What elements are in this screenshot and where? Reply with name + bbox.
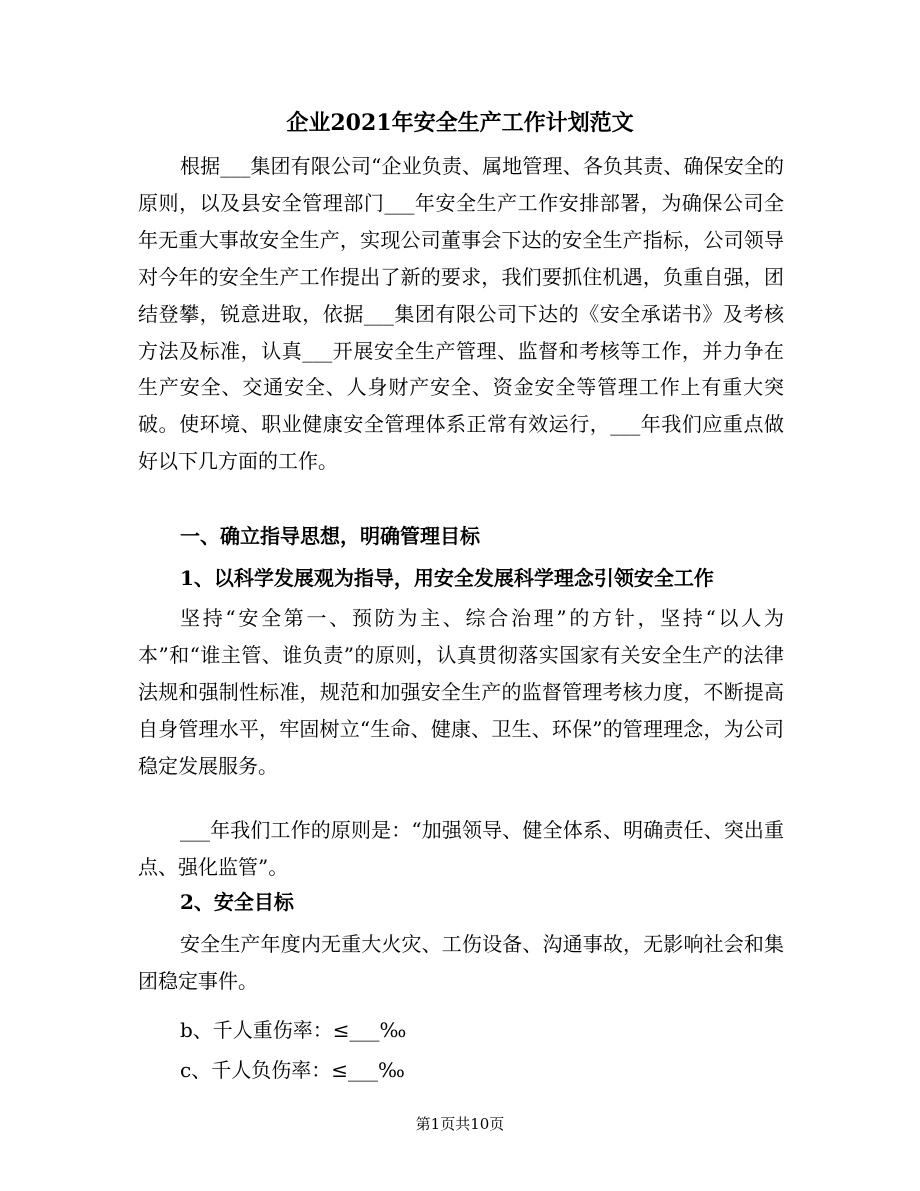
intro-paragraph: 根据___集团有限公司“企业负责、属地管理、各负其责、确保安全的原则，以及县安全管理部门___年安全生产工作安排部署，为确保公司全年无重大事故安全生产，实现公司董事会下达的安全生产指标，公司领导对今年的安全生产工作提出了新的要求，我们要抓住机遇，负重自强，团结登攀，锐意进取，依据___集团有限公司下达的《安全承诺书》及考核方法及标准，认真___开展安全生产管理、监督和考核等工作，并力争在生产安全、交通安全、人身财产安全、资金安全等管理工作上有重大突破。使环境、职业健康安全管理体系正常有效运行，___年我们应重点做好以下几方面的工作。 [138,154,784,474]
subsection-heading-1: 1、以科学发展观为指导，用安全发展科学理念引领安全工作 [180,566,714,590]
target-item-b: b、千人重伤率：≤___‰ [180,1018,407,1042]
page-footer: 第1页共10页 [415,1115,505,1133]
subsection-heading-2: 2、安全目标 [180,890,294,914]
document-title: 企业2021年安全生产工作计划范文 [286,110,634,136]
subsection-1-paragraph: 坚持“安全第一、预防为主、综合治理”的方针，坚持“以人为本”和“谁主管、谁负责”的原则，认真贯彻落实国家有关安全生产的法律法规和强制性标准，规范和加强安全生产的监督管理考核力度，不断提高自身管理水平，牢固树立“生命、健康、卫生、环保”的管理理念，为公司稳定发展服务。 [138,606,784,778]
subsection-2-paragraph: 安全生产年度内无重大火灾、工伤设备、沟通事故，无影响社会和集团稳定事件。 [138,932,784,993]
target-item-c: c、千人负伤率：≤___‰ [180,1058,405,1082]
principle-paragraph: ___年我们工作的原则是：“加强领导、健全体系、明确责任、突出重点、强化监管”。 [138,818,784,879]
section-heading-1: 一、确立指导思想，明确管理目标 [180,524,480,548]
